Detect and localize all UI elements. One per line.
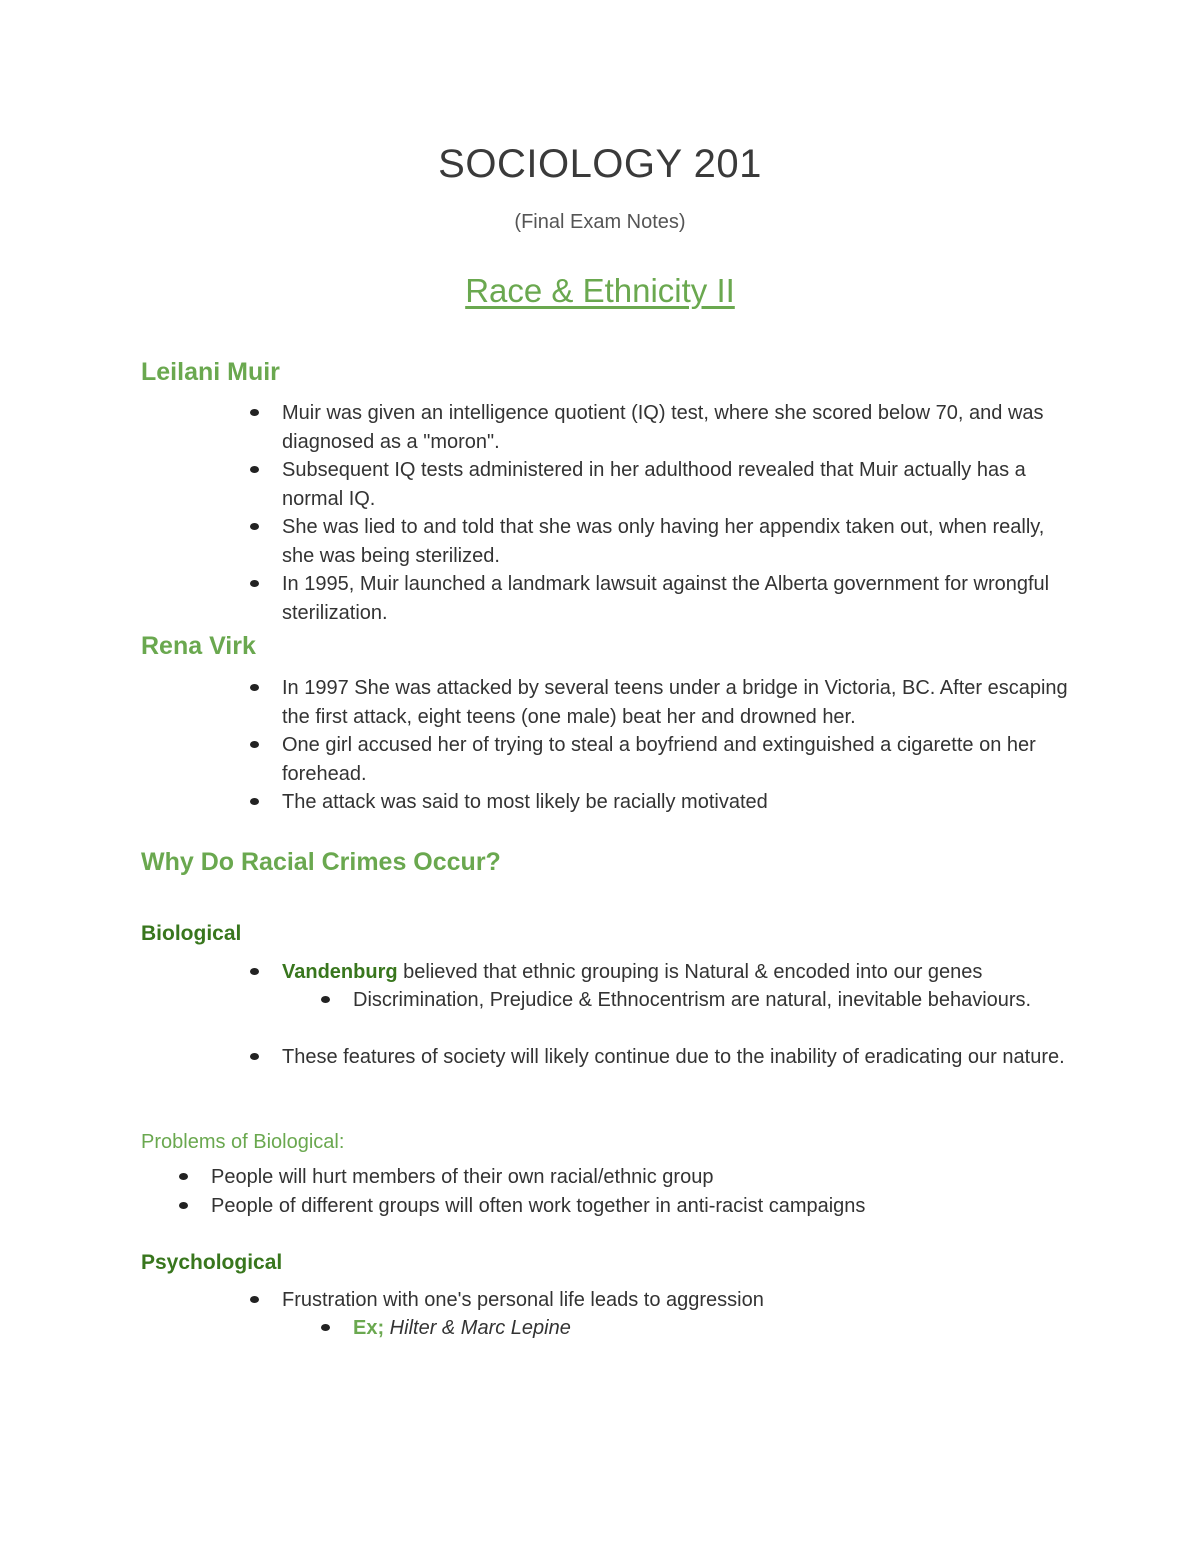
document-subtitle: (Final Exam Notes): [514, 211, 686, 233]
list-item: People of different groups will often work together in anti-racist campaigns: [211, 1192, 1071, 1221]
document-title: SOCIOLOGY 201: [438, 142, 762, 186]
list-item: In 1997 She was attacked by several teens under a bridge in Victoria, BC. After escaping the first attack, eight teens (one male) beat her and drowned her.: [282, 674, 1072, 731]
example-label: Ex;: [353, 1317, 385, 1339]
heading-psychological: Psychological: [141, 1251, 283, 1274]
heading-problems-biological: Problems of Biological:: [141, 1131, 345, 1153]
vandenburg-name: Vandenburg: [282, 961, 398, 983]
list-item: Discrimination, Prejudice & Ethnocentrism are natural, inevitable behaviours.: [353, 986, 1053, 1015]
list-item: Muir was given an intelligence quotient (IQ) test, where she scored below 70, and was diagnosed as a "moron".: [282, 399, 1072, 456]
list-item: [282, 958, 1072, 987]
topic-heading: Race & Ethnicity II: [465, 272, 735, 309]
list-item: Subsequent IQ tests administered in her adulthood revealed that Muir actually has a normal IQ.: [282, 456, 1072, 513]
rena-bullet-list: [282, 674, 1072, 817]
psychological-bullet-list: [282, 1286, 1072, 1315]
heading-why-racial-crimes: Why Do Racial Crimes Occur?: [141, 848, 501, 876]
list-item: These features of society will likely continue due to the inability of eradicating our nature.: [282, 1043, 1072, 1072]
list-item: [353, 1314, 1053, 1343]
list-item: People will hurt members of their own racial/ethnic group: [211, 1163, 1071, 1192]
heading-biological: Biological: [141, 922, 242, 945]
biological-sub-list: [353, 986, 1053, 1015]
problems-bullet-list: [211, 1163, 1071, 1220]
vandenburg-text: believed that ethnic grouping is Natural & encoded into our genes: [397, 961, 983, 983]
list-item: One girl accused her of trying to steal a boyfriend and extinguished a cigarette on her forehead.: [282, 731, 1072, 788]
leilani-bullet-list: [282, 399, 1072, 627]
example-text: Hilter & Marc Lepine: [384, 1317, 571, 1339]
biological-bullet-list: [282, 958, 1072, 987]
heading-rena-virk: Rena Virk: [141, 632, 256, 660]
list-item: Frustration with one's personal life leads to aggression: [282, 1286, 1072, 1315]
heading-leilani-muir: Leilani Muir: [141, 358, 280, 386]
biological-bullet-list-2: [282, 1043, 1072, 1072]
psychological-sub-list: [353, 1314, 1053, 1343]
list-item: She was lied to and told that she was only having her appendix taken out, when really, she was being sterilized.: [282, 513, 1072, 570]
list-item: In 1995, Muir launched a landmark lawsuit against the Alberta government for wrongful sterilization.: [282, 570, 1072, 627]
list-item: The attack was said to most likely be racially motivated: [282, 788, 1072, 817]
